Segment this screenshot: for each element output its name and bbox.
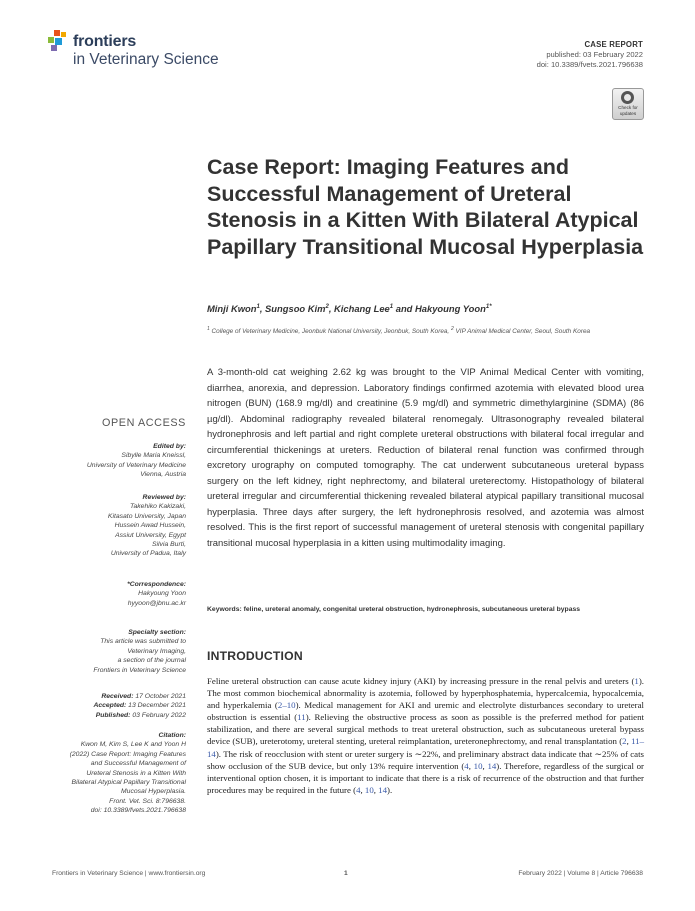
received-date: Received: 17 October 2021 [101,693,186,700]
citation-link[interactable]: 2 [622,736,627,747]
specialty-line: a section of the journal [117,657,186,665]
citation-line: Bilateral Atypical Papillary Transitional [71,779,186,787]
brand-name: frontiers [73,33,137,50]
article-title: Case Report: Imaging Features and Successful Management of Ureteral Stenosis in a Kitten With Bilateral Atypical Papillary Transitional Mucosal Hyperplasia [207,155,644,259]
published-date: published: 03 February 2022 [546,50,643,59]
author-affiliation-marker: 1* [485,303,492,310]
citation-link[interactable]: 10 [364,784,374,795]
citation-line: and Successful Management of [90,760,186,768]
page-number: 1 [344,870,348,877]
journal-name: in Veterinary Science [73,51,219,68]
section-heading-introduction: INTRODUCTION [207,649,303,663]
author-name[interactable]: Minji Kwon [207,303,257,314]
intro-text-segment: , [360,784,365,795]
intro-text-segment: ). [387,784,393,795]
affiliation-text: VIP Animal Medical Center, Seoul, South Korea [453,328,591,336]
affiliations [207,324,647,337]
citation [40,731,186,816]
check-for-updates-button[interactable] [612,88,644,120]
citation-link[interactable]: 11 [297,712,306,723]
affiliation-marker: 1 [207,326,210,332]
citation-link[interactable]: 14 [487,760,497,771]
intro-text-segment: , [626,736,632,747]
article-type: CASE REPORT [584,40,643,49]
dates [40,692,186,720]
accepted-date: Accepted: 13 December 2021 [93,702,186,710]
author-name[interactable]: Hakyoung Yoon [415,303,486,314]
citation-link[interactable]: 4 [464,760,469,771]
keywords-label: Keywords: [207,606,242,613]
specialty-label: Specialty section: [128,629,186,636]
intro-text-segment: , [468,760,474,771]
reviewer-affiliation: University of Padua, Italy [110,550,186,558]
article-meta [537,40,643,70]
frontiers-logo-icon [48,30,70,54]
author-affiliation-marker: 2 [325,303,329,310]
intro-text-segment: ). Medical management for AKI and uremic and electrolyte disturbances secondary to ureteral obstruction is essential ( [207,700,645,723]
intro-text-segment: ). The risk of reocclusion with stent or ureter surgery is ∼22%, and preliminary abstract data indicate that ∼25% of cats show occlusion of the SUB device, but only 13% require intervention ( [207,748,644,771]
author-name[interactable]: Kichang Lee [334,303,390,314]
introduction-text [207,675,644,796]
citation-line: Ureteral Stenosis in a Kitten With [86,769,186,777]
reviewer-name[interactable]: Hussein Awad Hussein, [114,522,186,530]
reviewed-by-label: Reviewed by: [142,494,186,501]
intro-text-segment: , [373,784,379,795]
accepted-label: Accepted: [93,702,127,710]
author-affiliation-marker: 1 [256,303,260,310]
specialty-line: This article was submitted to [100,638,186,646]
journal-logo[interactable] [48,30,248,74]
editor-name[interactable]: Sibylle Maria Kneissl, [121,452,186,460]
correspondence [40,580,186,608]
intro-text-segment: ). Relieving the obstructive process as soon as possible is the preferred method for patient stabilization, and there are several surgical methods to treat ureteral obstruction, such as subcutaneous ureteral bypass device (SUB), ureterotomy, ureteral stenting, ureteral reimplantation, ureteronephrectomy, and renal transplantation ( [207,712,644,747]
footer-volume: February 2022 | Volume 8 | Article 796638 [518,870,643,877]
corresponding-email[interactable]: hyyoon@jbnu.ac.kr [127,599,186,607]
reviewer-affiliation: Assiut University, Egypt [115,531,186,539]
footer-journal[interactable]: Frontiers in Veterinary Science | www.frontiersin.org [52,870,206,877]
intro-text-segment: , [482,760,488,771]
published-label: Published: [95,711,131,719]
author-list: Minji Kwon$^1$, Sungsoo Kim$^2$, Kichang Lee$^1$ and Hakyoung Yoon$^{1*}$ [207,303,492,314]
author-affiliation-marker: 1 [389,303,394,310]
citation-link[interactable]: 10 [473,760,483,771]
edited-by [40,442,186,480]
edited-by-label: Edited by: [153,443,186,450]
specialty-section [40,628,186,675]
citation-link[interactable]: 11–14 [207,736,644,759]
citation-doi[interactable]: doi: 10.3389/fvets.2021.796638 [90,807,186,815]
intro-text-segment: ). The most common biochemical abnormality is azotemia, followed by hyperphosphatemia, hypercalcemia, hypocalcemia, and hyperkalemia ( [207,676,644,711]
citation-link[interactable]: 1 [634,676,639,686]
open-access-label: OPEN ACCESS [101,417,186,429]
abstract: A 3-month-old cat weighing 2.62 kg was brought to the VIP Animal Medical Center with vomiting, diarrhea, anorexia, and depression. Laboratory findings confirmed azotemia with elevated blood urea nitrogen (BUN) (168.9 mg/dl) and creatinine (5.9 mg/dl) and symmetric dimethylarginine (SDMA) (86 µg/dl). Abdominal radiography revealed bilateral renomegaly. Ultrasonography revealed bilateral hydronephrosis and left partial and right complete ureteral obstructions with bilateral focal irregular and circumferential thickenings at ureters. Reduction of bilateral renal function was confirmed through excretory urography on computed tomography. The cat underwent subcutaneous ureteral bypass surgery on the left kidney, right nephrectomy, and bilateral ureterectomy. Histopathology of bilateral ureteral irregular and circumferential thickening revealed bilateral atypical papillary transitional mucosal hyperplasia. Three days after surgery, the left hydronephrosis resolved, and azotemia was almost resolved. This is the first report of successful management of ureteral stenosis with congenital papillary transitional mucosal hyperplasia in a kitten using multimodality imaging. [207,367,644,549]
citation-link[interactable]: 2–10 [277,700,296,711]
citation-line: Front. Vet. Sci. 8:796638. [109,797,186,805]
reviewer-name[interactable]: Takehiko Kakizaki, [129,503,186,511]
citation-link[interactable]: 14 [378,784,388,795]
correspondence-label: *Correspondence: [127,581,186,588]
received-label: Received: [101,693,134,700]
update-check-icon [621,91,634,104]
intro-text-segment: ). Therefore, regardless of the surgical or interventional option chosen, it is important to indicate that there is a risk of recurrence of the obstruction and that further procedures may be required in the future ( [207,760,644,795]
specialty-line: Veterinary Imaging, [127,647,186,655]
citation-label: Citation: [158,732,186,739]
intro-text-segment: Feline ureteral obstruction can cause acute kidney injury (AKI) by increasing pressure in the renal pelvis and ureters ( [207,676,635,686]
editor-affiliation: University of Veterinary Medicine [86,461,186,469]
specialty-line: Frontiers in Veterinary Science [93,666,186,674]
affiliation-text: College of Veterinary Medicine, Jeonbuk National University, Jeonbuk, South Korea, [209,328,451,336]
reviewer-name[interactable]: Silvia Burti, [152,541,186,549]
check-updates-label: Check for updates [618,105,638,116]
doi[interactable]: doi: 10.3389/fvets.2021.796638 [536,60,643,69]
citation-line: (2022) Case Report: Imaging Features [69,750,186,758]
keywords-list: feline, ureteral anomaly, congenital ureteral obstruction, hydronephrosis, subcutaneous ureteral bypass [241,606,581,613]
author-name[interactable]: Sungsoo Kim [265,303,326,314]
keywords [207,604,644,615]
corresponding-author: Hakyoung Yoon [138,590,186,598]
published-date-sidebar: Published: 03 February 2022 [95,711,186,719]
editor-location: Vienna, Austria [140,471,186,479]
reviewed-by [40,493,186,559]
citation-line: Mucosal Hyperplasia. [121,788,186,796]
affiliation-marker: 2 [450,326,454,332]
citation-link[interactable]: 4 [356,784,361,795]
citation-line: Kwon M, Kim S, Lee K and Yoon H [80,741,186,749]
reviewer-affiliation: Kitasato University, Japan [107,512,186,520]
